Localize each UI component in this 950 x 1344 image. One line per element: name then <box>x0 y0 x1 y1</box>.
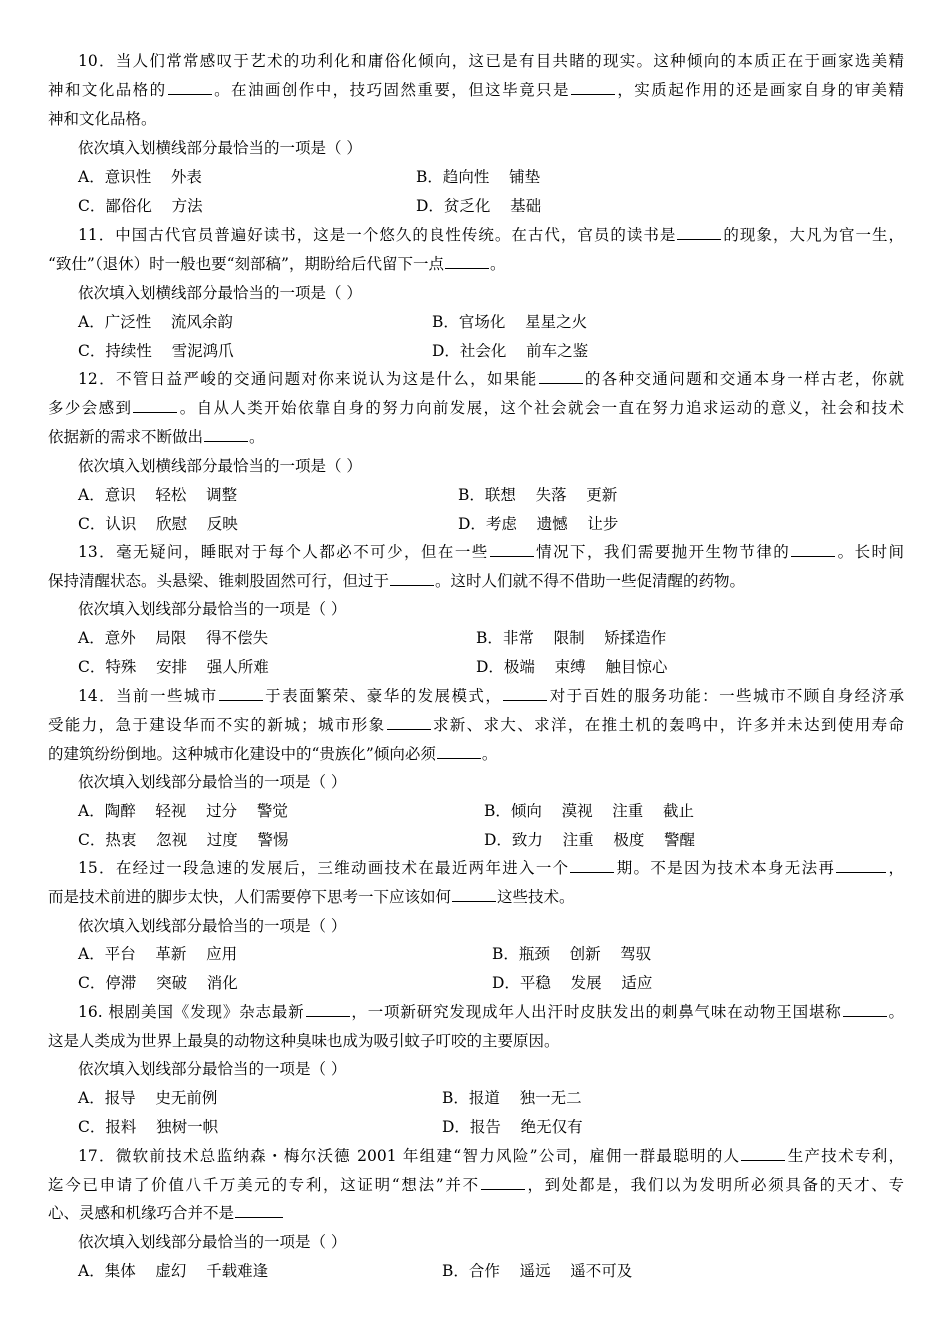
q12-text: 。 <box>249 428 265 446</box>
q11-text: 。 <box>489 255 506 273</box>
q11-option-a: A．广泛性 流风余韵 <box>78 313 233 331</box>
q14-text: 的建筑纷纷倒地。这种城市化建设中的“贵族化”倾向必须 <box>48 745 436 763</box>
q12-text: 的各种交通问题和交通本身一样古老，你就 <box>583 370 904 388</box>
fill-blank <box>481 1175 525 1190</box>
q14-text: 于表面繁荣、豪华的发展模式， <box>263 687 503 705</box>
q12-text: 多少会感到 <box>48 399 133 417</box>
q15-line2 <box>48 886 575 908</box>
q13-text: 。长时间 <box>836 543 904 561</box>
fill-blank <box>452 887 496 902</box>
fill-blank <box>204 427 248 442</box>
q13-text: 。这时人们就不得不借助一些促清醒的药物。 <box>435 572 746 590</box>
fill-blank <box>503 686 547 701</box>
q13-option-c: C．特殊 安排 强人所难 <box>78 658 269 676</box>
q17-text: 17．微软前技术总监纳森・梅尔沃德 2001 年组建“智力风险”公司，雇佣一群最聪明的人 <box>78 1147 741 1165</box>
q11-text: “致仕”（退休）时一般也要“刻部稿”，期盼给后代留下一点 <box>48 255 444 273</box>
fill-blank <box>490 542 534 557</box>
q16-text: 16. 根剧美国《发现》杂志最新 <box>78 1003 305 1021</box>
q12-option-a: A．意识 轻松 调整 <box>78 486 238 504</box>
q12-option-b: B．联想 失落 更新 <box>458 486 618 504</box>
fill-blank <box>741 1146 785 1161</box>
q13-option-b: B．非常 限制 矫揉造作 <box>476 629 667 647</box>
q11-line2 <box>48 253 505 275</box>
q12-option-d: D．考虑 遗憾 让步 <box>458 515 619 533</box>
q11-prompt: 依次填入划横线部分最恰当的一项是（ ） <box>78 284 362 302</box>
q11-option-c: C．持续性 雪泥鸿爪 <box>78 342 234 360</box>
q17-prompt: 依次填入划线部分最恰当的一项是（ ） <box>78 1233 347 1251</box>
q16-text: ，一项新研究发现成年人出汗时皮肤发出的刺鼻气味在动物王国堪称 <box>350 1003 842 1021</box>
q14-option-a: A．陶醉 轻视 过分 警觉 <box>78 802 288 820</box>
q15-option-c: C．停滞 突破 消化 <box>78 974 238 992</box>
q11-text: 11．中国古代官员普遍好读书，这是一个悠久的良性传统。在古代，官员的读书是 <box>78 226 677 244</box>
q14-prompt: 依次填入划线部分最恰当的一项是（ ） <box>78 773 347 791</box>
q17-text: 迄今已申请了价值八千万美元的专利，这证明“想法”并不 <box>48 1176 480 1194</box>
q10-option-b: B．趋向性 铺垫 <box>416 168 541 186</box>
q16-option-d: D．报告 绝无仅有 <box>442 1118 583 1136</box>
q11-option-d: D．社会化 前车之鉴 <box>432 342 589 360</box>
q10-option-d: D．贫乏化 基础 <box>416 197 542 215</box>
q10-line2 <box>48 79 904 101</box>
q14-text: 。 <box>481 745 498 763</box>
fill-blank <box>791 542 835 557</box>
q12-text: 。自从人类开始依靠自身的努力向前发展，这个社会就会一直在努力追求运动的意义，社会和技术 <box>178 399 904 417</box>
q16-option-c: C．报料 独树一帜 <box>78 1118 219 1136</box>
q15-text: 15．在经过一段急速的发展后，三维动画技术在最近两年进入一个 <box>78 859 570 877</box>
q15-text: ， <box>887 859 904 877</box>
q13-prompt: 依次填入划线部分最恰当的一项是（ ） <box>78 600 347 618</box>
q17-option-a: A．集体 虚幻 千载难逢 <box>78 1262 269 1280</box>
q11-line1 <box>78 224 904 246</box>
q10-line3: 神和文化品格。 <box>48 110 157 128</box>
q13-text: 保持清醒状态。头悬梁、锥刺股固然可行，但过于 <box>48 572 390 590</box>
q12-prompt: 依次填入划横线部分最恰当的一项是（ ） <box>78 457 362 475</box>
q16-option-b: B．报道 独一无二 <box>442 1089 582 1107</box>
q17-text: 心、灵感和机缘巧合并不是 <box>48 1204 235 1222</box>
q14-option-d: D．致力 注重 极度 警醒 <box>484 831 696 849</box>
q13-line1 <box>78 541 904 563</box>
q14-option-b: B．倾向 漠视 注重 截止 <box>484 802 695 820</box>
q17-option-b: B．合作 遥远 遥不可及 <box>442 1262 633 1280</box>
q14-text: 受能力，急于建设华而不实的新城；城市形象 <box>48 716 386 734</box>
q15-text: 而是技术前进的脚步太快，人们需要停下思考一下应该如何 <box>48 888 452 906</box>
q12-line2 <box>48 397 904 419</box>
fill-blank <box>235 1203 283 1218</box>
q11-text: 的现象，大凡为官一生， <box>722 226 904 244</box>
fill-blank <box>219 686 263 701</box>
q16-option-a: A．报导 史无前例 <box>78 1089 218 1107</box>
q13-line2 <box>48 570 745 592</box>
fill-blank <box>539 369 583 384</box>
q12-line1 <box>78 368 904 390</box>
fill-blank <box>843 1002 887 1017</box>
q10-text: 。在油画创作中，技巧固然重要，但这毕竟只是 <box>212 81 570 99</box>
q13-option-a: A．意外 局限 得不偿失 <box>78 629 269 647</box>
fill-blank <box>437 744 481 759</box>
q15-line1 <box>78 857 904 879</box>
q13-option-d: D．极端 束缚 触目惊心 <box>476 658 668 676</box>
q14-line1 <box>78 685 904 707</box>
q14-line2 <box>48 714 904 736</box>
q14-option-c: C．热衷 忽视 过度 警惕 <box>78 831 289 849</box>
q13-text: 情况下，我们需要抛开生物节律的 <box>534 543 791 561</box>
q12-option-c: C．认识 欣慰 反映 <box>78 515 238 533</box>
q10-text: ，实质起作用的还是画家自身的审美精 <box>615 81 904 99</box>
q17-text: 生产技术专利， <box>786 1147 904 1165</box>
q16-text: 。 <box>887 1003 904 1021</box>
fill-blank <box>445 254 489 269</box>
q15-text: 这些技术。 <box>497 888 575 906</box>
fill-blank <box>677 225 721 240</box>
q14-text: 14．当前一些城市 <box>78 687 218 705</box>
q16-line1 <box>78 1001 904 1023</box>
q16-line2: 这是人类成为世界上最臭的动物这种臭味也成为吸引蚊子叮咬的主要原因。 <box>48 1032 560 1050</box>
q15-option-d: D．平稳 发展 适应 <box>492 974 653 992</box>
q15-option-b: B．瓶颈 创新 驾驭 <box>492 945 652 963</box>
fill-blank <box>836 858 886 873</box>
q14-text: 求新、求大、求洋，在推土机的轰鸣中，许多并未达到使用寿命 <box>431 716 904 734</box>
q10-prompt: 依次填入划横线部分最恰当的一项是（ ） <box>78 139 362 157</box>
fill-blank <box>387 715 431 730</box>
q17-line2 <box>48 1174 904 1196</box>
q12-line3 <box>48 426 265 448</box>
q13-text: 13．毫无疑问，睡眠对于每个人都必不可少，但在一些 <box>78 543 489 561</box>
q12-text: 依据新的需求不断做出 <box>48 428 204 446</box>
fill-blank <box>306 1002 350 1017</box>
fill-blank <box>390 571 434 586</box>
q14-line3 <box>48 743 497 765</box>
q17-line1 <box>78 1145 904 1167</box>
q17-text: ，到处都是，我们以为发明所必须具备的天才、专 <box>525 1176 904 1194</box>
q10-text: 神和文化品格的 <box>48 81 167 99</box>
fill-blank <box>133 398 177 413</box>
q10-text: 10．当人们常常感叹于艺术的功利化和庸俗化倾向，这已是有目共睹的现实。这种倾向的本质正在于画家选美精 <box>78 52 904 70</box>
fill-blank <box>570 858 614 873</box>
q17-line3 <box>48 1202 284 1224</box>
q10-line1 <box>78 50 904 72</box>
q14-text: 对于百姓的服务功能：一些城市不顾自身经济承 <box>548 687 904 705</box>
fill-blank <box>571 80 615 95</box>
q10-option-c: C．鄙俗化 方法 <box>78 197 203 215</box>
q15-text: 期。不是因为技术本身无法再 <box>615 859 836 877</box>
q11-option-b: B．官场化 星星之火 <box>432 313 588 331</box>
q15-prompt: 依次填入划线部分最恰当的一项是（ ） <box>78 917 347 935</box>
fill-blank <box>168 80 212 95</box>
q16-prompt: 依次填入划线部分最恰当的一项是（ ） <box>78 1060 347 1078</box>
q10-option-a: A．意识性 外表 <box>78 168 202 186</box>
q15-option-a: A．平台 革新 应用 <box>78 945 238 963</box>
q12-text: 12．不管日益严峻的交通问题对你来说认为这是什么，如果能 <box>78 370 538 388</box>
